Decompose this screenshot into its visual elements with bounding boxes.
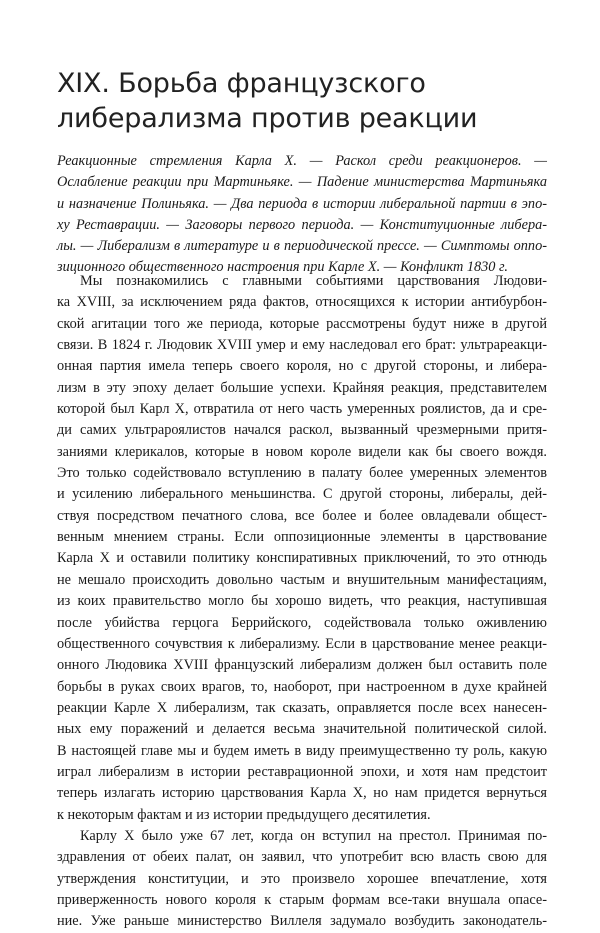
body-line: из коих правительство могло бы хорошо видеть, что реакция, наступившая xyxy=(57,593,547,610)
body-line: лизм в эту эпоху делает большие успехи. Крайняя реакция, представителем xyxy=(57,379,547,396)
body-line: Карла X и оставили политику конспиративных приключений, то это отнюдь xyxy=(57,550,547,567)
synopsis-line: Реакционные стремления Карла X. — Раскол среди реакционеров. — xyxy=(57,153,547,169)
body-line: ской агитации того же периода, которые рассмотрены будут ниже в другой xyxy=(57,315,547,332)
body-line: утверждения конституции, и это произвело хорошее впечатление, хотя xyxy=(57,870,547,887)
body-line: ка XVIII, за исключением ряда фактов, относящихся к истории антибурбон- xyxy=(57,294,547,311)
synopsis-line: и назначение Полиньяка. — Два периода в истории либеральной партии в эпо- xyxy=(57,195,547,212)
body-line: заниями клерикалов, которые в новом короле видели как бы своего вождя. xyxy=(57,443,547,460)
synopsis-line: лы. — Либерализм в литературе и в периодической прессе. — Симптомы оппо- xyxy=(57,238,547,255)
body-line: к некоторым фактам и из истории предыдущего десятилетия. xyxy=(57,806,431,823)
body-line: реакции Карле X либерализм, так сказать, оправляется после всех нанесен- xyxy=(57,699,547,716)
body-line: не мешало происходить довольно частым и внушительным манифестациям, xyxy=(57,571,547,588)
body-line: ных ему поражений и делается весьма значительной политической силой. xyxy=(57,721,547,738)
body-line: венным мнением страны. Если оппозиционные элементы в царствование xyxy=(57,529,547,546)
body-line: онная партия имела теперь своего короля, но с другой стороны, и либера- xyxy=(57,358,547,375)
body-line: связи. В 1824 г. Людовик XVIII умер и ему наследовал его брат: ультрареакци- xyxy=(57,337,547,354)
synopsis-line: зиционного общественного настроения при Карле X. — Конфликт 1830 г. xyxy=(57,259,508,276)
body-text xyxy=(57,271,547,933)
body-line: приверженность нового короля к старым формам все-таки внушала опасе- xyxy=(57,891,547,908)
chapter-title-line: XIX. Борьба французского xyxy=(57,68,426,99)
body-line: ди самих ультрароялистов начался раскол, вызванный чрезмерными притя- xyxy=(57,422,547,439)
body-line: и усилению либерального меньшинства. С другой стороны, либералы, дей- xyxy=(57,486,547,503)
chapter-synopsis xyxy=(57,151,547,279)
body-line: здравления от обеих палат, он заявил, что употребит всю власть свою для xyxy=(57,849,547,866)
body-line: Это только содействовало вступлению в палату более умеренных элементов xyxy=(57,465,547,482)
chapter-title xyxy=(57,66,557,136)
body-line: общественного сочувствия к либерализму. Если в царствование менее реакци- xyxy=(57,635,547,652)
body-line: которой был Карл X, отвратила от него часть умеренных роялистов, да и сре- xyxy=(57,401,547,418)
body-line: теперь излагать историю царствования Карла X, но нам придется вернуться xyxy=(57,785,547,802)
body-line: после убийства герцога Беррийского, содействовала только оживлению xyxy=(57,614,547,631)
body-line: ние. Уже раньше министерство Виллеля задумало возбудить законодатель- xyxy=(57,913,547,930)
body-line: играл либерализм в истории реставрационной эпохи, и хотя нам предстоит xyxy=(57,763,547,780)
body-line: ствуя посредством печатного слова, все более и более овладевали общест- xyxy=(57,507,547,524)
body-line: В настоящей главе мы и будем иметь в виду преимущественно ту роль, какую xyxy=(57,742,547,759)
body-line: Мы познакомились с главными событиями царствования Людови- xyxy=(80,273,547,289)
synopsis-line: ху Реставрации. — Заговоры первого периода. — Конституционные либера- xyxy=(57,216,547,233)
body-line: борьбы в руках своих врагов, то, наоборот, при настроенном в духе крайней xyxy=(57,678,547,695)
synopsis-line: Ослабление реакции при Мартиньяке. — Падение министерства Мартиньяка xyxy=(57,174,547,191)
body-line: Карлу X было уже 67 лет, когда он вступил на престол. Принимая по- xyxy=(80,827,547,844)
chapter-title-line: либерализма против реакции xyxy=(57,103,478,134)
body-line: онного Людовика XVIII французский либерализм должен был оставить поле xyxy=(57,657,547,674)
